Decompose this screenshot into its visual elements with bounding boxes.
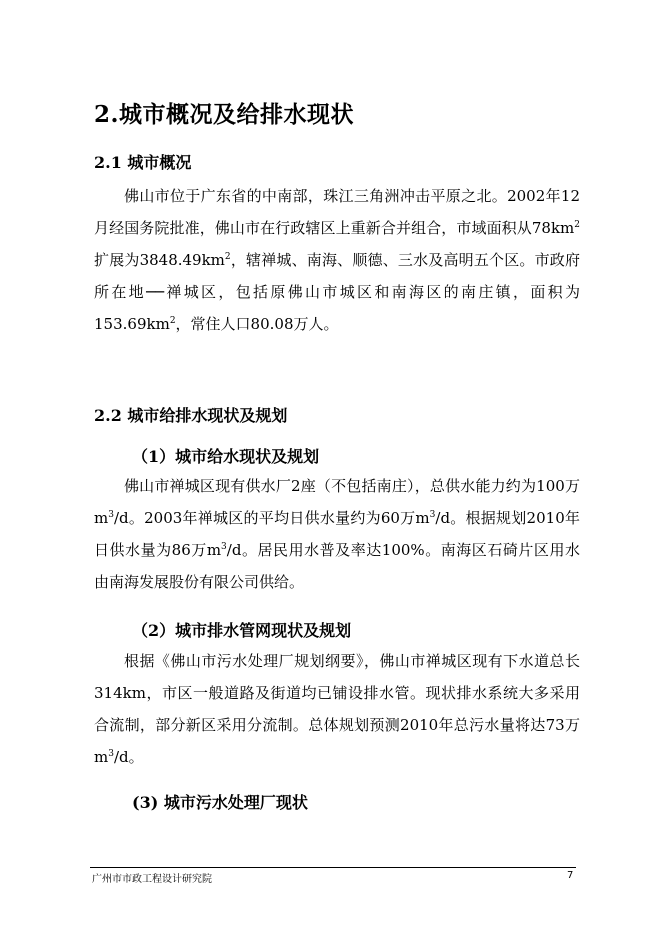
- text-run: 佛山市位于广东省的中南部，珠江三角洲冲击平原之北。2002年12月经国务院批准，佛山市在行政辖区上重新合并组合，市域面积从78km: [94, 187, 580, 237]
- text-run: 佛山市禅城区现有供水厂2座（不包括南庄），总供水能力约为100万m: [94, 477, 580, 527]
- superscript: 2: [224, 252, 231, 262]
- text-run: 扩展为3848.49km: [94, 251, 225, 269]
- text-run: /d。居民用水普及率达100%。南海区石碕片区用水由南海发展股份有限公司供给。: [94, 541, 580, 591]
- chapter-title: 2.城市概况及给排水现状: [94, 101, 355, 128]
- section-heading-2-1: 2.1 城市概况: [94, 153, 192, 172]
- text-run: ，常住人口80.08万人。: [175, 315, 339, 333]
- footer-organization: 广州市市政工程设计研究院: [92, 874, 212, 885]
- footer-divider: [90, 867, 576, 868]
- text-run: /d。根据规划2010年日供水量为86万m: [94, 509, 580, 559]
- superscript: 3: [429, 510, 436, 520]
- drainage-paragraph: [94, 645, 580, 773]
- text-run: /d。2003年禅城区的平均日供水量约为60万m: [113, 509, 430, 527]
- subsection-heading-wastewater-plant: (3) 城市污水处理厂现状: [132, 793, 308, 812]
- subsection-heading-water-supply: （1）城市给水现状及规划: [132, 447, 320, 466]
- superscript: 3: [108, 510, 114, 520]
- text-run: ，辖禅城、南海、顺德、三水及高明五个区。市政府所在地──禅城区，包括原佛山市城区和南海区的南庄镇，面积为153.69km: [94, 251, 580, 333]
- superscript: 2: [169, 316, 176, 326]
- superscript: 3: [108, 749, 114, 759]
- section-heading-2-2: 2.2 城市给排水现状及规划: [94, 406, 288, 425]
- footer-page-number: 7: [567, 870, 574, 881]
- superscript: 2: [574, 220, 580, 230]
- superscript: 3: [221, 542, 227, 552]
- water-supply-paragraph: [94, 470, 580, 598]
- section-2-1-paragraph: [94, 180, 580, 340]
- text-run: /d。: [113, 748, 144, 766]
- text-run: 根据《佛山市污水处理厂规划纲要》，佛山市禅城区现有下水道总长314km，市区一般道路及街道均已铺设排水管。现状排水系统大多采用合流制，部分新区采用分流制。总体规划预测2010年总污水量将达73万m: [94, 652, 580, 766]
- subsection-heading-drainage: （2）城市排水管网现状及规划: [132, 621, 352, 640]
